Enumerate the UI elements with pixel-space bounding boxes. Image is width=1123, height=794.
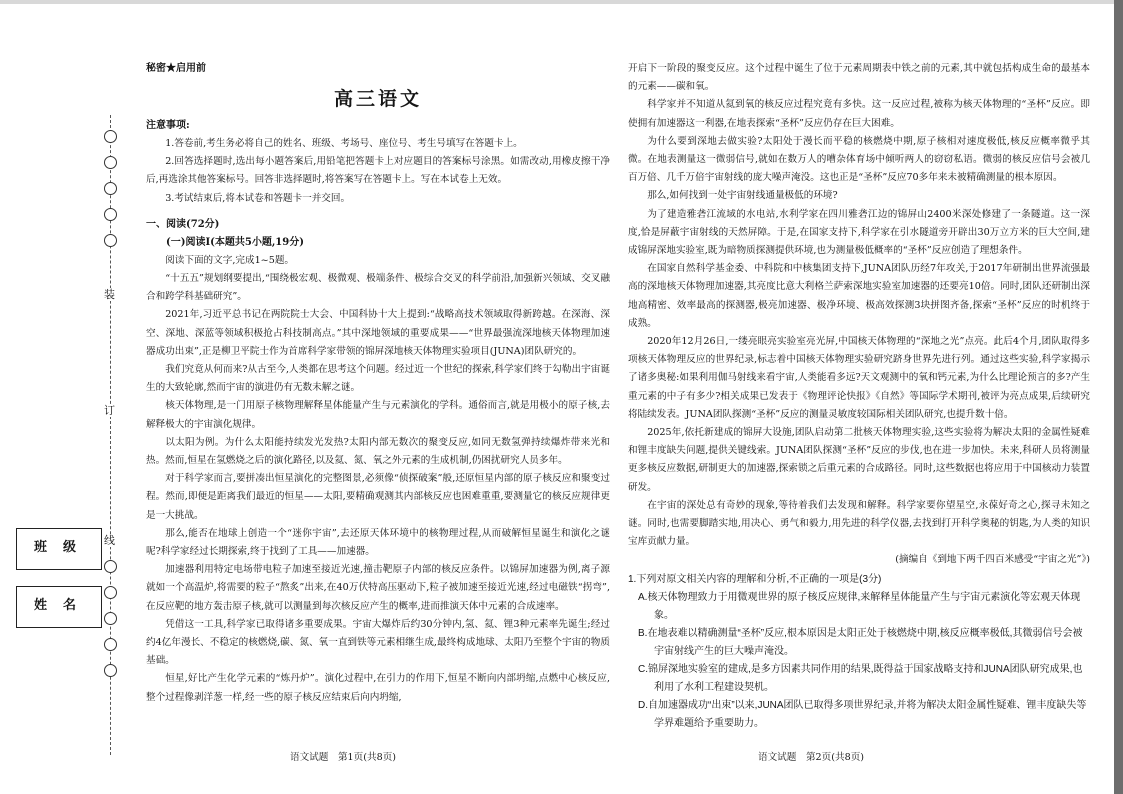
article-paragraph: 以太阳为例。为什么太阳能持续发光发热?太阳内部无数次的聚变反应,如同无数氢弹持续爆炸带来光和热。然而,恒星在氢燃烧之后的演化路径,以及氦、氮、氧之外元素的生成机制,仍困扰研究人员多年。 (146, 436, 610, 467)
article-paragraph: 那么,如何找到一处宇宙射线通量极低的环境? (647, 190, 838, 202)
question-option-c: C.锦屏深地实验室的建成,是多方因素共同作用的结果,既得益于国家战略支持和JUNA团队研究成果,也利用了水利工程建设契机。 (638, 664, 1083, 694)
question-option-a: A.核天体物理致力于用微观世界的原子核反应规律,来解释星体能量产生与宇宙元素演化等宏观天体现象。 (638, 592, 1081, 622)
footer-page-left: 语文试题 第1页(共8页) (290, 752, 397, 763)
article-paragraph: 2025年,依托新建成的锦屏大设施,团队启动第二批核天体物理实验,这些实验将为解决太阳的金属性疑难和锂丰度缺失问题,提供关键线索。JUNA团队探测“圣杯”反应的步伐,也在进一步加快。未来,科研人员将测量更多核反应数据,研制更大的加速器,探索锁之后重元素的合成路径。同时,这些数据也将应用于中国核动力装置研发。 (628, 427, 1090, 493)
scan-top-edge (0, 0, 1123, 4)
binding-hole (104, 208, 117, 221)
notice-item: 3.考试结束后,将本试卷和答题卡一并交回。 (165, 192, 351, 204)
article-paragraph: 我们究竟从何而来?从古至今,人类都在思考这个问题。经过近一个世纪的探索,科学家们终于勾勒出宇宙诞生的大致轮廓,然而宇宙的演进仍有无数未解之谜。 (146, 364, 610, 394)
article-paragraph: 核天体物理,是一门用原子核物理解释星体能量产生与元素演化的学科。通俗而言,就是用极小的原子核,去解释极大的宇宙演化规律。 (146, 400, 610, 430)
article-paragraph: “十五五”规划纲要提出,“围绕极宏观、极微观、极端条件、极综合交叉的科学前沿,加强新兴领域、交叉融合和跨学科基础研究”。 (146, 273, 610, 303)
article-paragraph: 科学家并不知道从氦到氧的核反应过程究竟有多快。这一反应过程,被称为核天体物理的“圣杯”反应。即使拥有加速器这一利器,在地表探索“圣杯”反应仍存在巨大困难。 (628, 99, 1090, 129)
subsection-heading: (一)阅读Ⅰ(本题共5小题,19分) (166, 236, 304, 248)
article-paragraph: 2020年12月26日,一缕亮眼亮实验室亮光屏,中国核天体物理的“深地之光”点亮。此后4个月,团队取得多项核天体物理反应的世界纪录,标志着中国核天体物理实验研究跻身世界先进行列。通过这些实验,科学家揭示了诸多奥秘:如果利用伽马射线来看宇宙,人类能看多远?天文观测中的氧和钙元素,为什么比理论预言的多?产生重元素的中子有多少?相关成果已发表于《物理评论快报》《自然》等国际学术期刊,被评为亮点成果,后续研究将陆续发表。JUNA团队探测“圣杯”反应的测量灵敏度较国际相关团队研究,也提升数十倍。 (628, 336, 1090, 420)
class-field-label: 班级 (34, 540, 93, 555)
article-paragraph: 开启下一阶段的聚变反应。这个过程中诞生了位于元素周期表中铁之前的元素,其中就包括构成生命的最基本的元素——碳和氧。 (628, 63, 1090, 93)
name-field-label: 姓名 (34, 598, 93, 613)
binding-char-zhuang: 装 (104, 288, 115, 301)
right-column (628, 60, 1090, 733)
binding-hole (104, 130, 117, 143)
left-column (146, 62, 610, 707)
secret-label: 秘密★启用前 (146, 63, 206, 74)
article-source: (摘编自《到地下两千四百米感受“宇宙之光”》) (895, 554, 1090, 566)
article-paragraph: 在宇宙的深处总有奇妙的现象,等待着我们去发现和解释。科学家要你望星空,永葆好奇之心,探寻未知之谜。同时,也需要脚踏实地,用决心、勇气和毅力,用先进的科学仪器,去找到打开科学奥秘的钥匙,为人类的知识宝库贡献力量。 (628, 499, 1090, 548)
notice-heading: 注意事项: (146, 120, 190, 131)
binding-hole (104, 586, 117, 599)
article-paragraph: 加速器利用特定电场带电粒子加速至接近光速,撞击靶原子内部的核反应条件。以锦屏加速器为例,离子源就如一个高温炉,将需要的粒子“熬炙”出来,在40万伏特高压驱动下,粒子被加速至接近光速,经过电磁铁“拐弯”,在反应靶的地方轰击原子核,就可以测量到每次核反应产生的概率,进而推演天体中元素的合成速率。 (146, 564, 610, 612)
page-title: 高三语文 (333, 88, 422, 110)
footer-page-right: 语文试题 第2页(共8页) (758, 752, 865, 763)
article-paragraph: 为什么要到深地去做实验?太阳处于漫长而平稳的核燃烧中期,原子核相对速度极低,核反应概率微乎其微。在地表测量这一微弱信号,就如在数万人的嘈杂体育场中倾听两人的窃窃私语。微弱的核反应信号会被几百万倍、几千万倍宇宙射线的庞大噪声淹没。这也正是“圣杯”反应70多年来未被精确测量的根本原因。 (628, 135, 1090, 184)
article-paragraph: 对于科学家而言,要拼凑出恒星演化的完整图景,必须像“侦探破案”般,还原恒星内部的原子核反应和聚变过程。然而,即便是距离我们最近的恒星——太阳,要精确观测其内部核反应也困难重重,要测量它的核反应规律更是一大挑战。 (146, 473, 610, 521)
binding-char-ding: 订 (104, 404, 115, 417)
question-stem: 1.下列对原文相关内容的理解和分析,不正确的一项是(3分) (628, 574, 882, 586)
notice-item: 1.答卷前,考生务必将自己的姓名、班级、考场号、座位号、考生号填写在答题卡上。 (165, 138, 523, 149)
binding-char-xian: 线 (104, 534, 115, 547)
article-paragraph: 在国家自然科学基金委、中科院和中核集团支持下,JUNA团队历经7年攻关,于2017年研制出世界流强最高的深地核天体物理加速器,其亮度比意大利格兰萨索深地实验室加速器的还要亮10倍。同时,团队还研制出深地高精密、效率最高的探测器,极亮加速器、极净环境、极高效探测3块拼图齐备,探索“圣杯”反应的时机终于成熟。 (628, 263, 1090, 329)
article-paragraph: 凭借这一工具,科学家已取得诸多重要成果。宇宙大爆炸后约30分钟内,氢、氦、锂3种元素率先诞生;经过约4亿年漫长、不稳定的核燃烧,碳、氮、氧一直到铁等元素相继生成,最终构成地球、太阳乃至整个宇宙的物质基础。 (146, 618, 610, 667)
article-paragraph: 为了建造雅砻江流域的水电站,水利学家在四川雅砻江边的锦屏山2400米深处修建了一条隧道。这一深度,恰是屏蔽宇宙射线的天然屏障。于是,在国家支持下,科学家在引水隧道旁开辟出30万立方米的巨大空间,建成锦屏深地实验室,既为暗物质探测提供环境,也为测量极低概率的“圣杯”反应创造了理想条件。 (628, 208, 1090, 257)
question-option-d: D.自加速器成功“出束”以来,JUNA团队已取得多项世界纪录,并将为解决太阳金属性疑难、锂丰度缺失等学界难题给予重要助力。 (638, 700, 1087, 730)
binding-hole (104, 156, 117, 169)
scan-right-edge (1114, 0, 1123, 794)
article-paragraph: 恒星,好比产生化学元素的“炼丹炉”。演化过程中,在引力的作用下,恒星不断向内部坍缩,点燃中心核反应,整个过程像剥洋葱一样,经一些的原子核反应结束后向内坍缩, (146, 673, 610, 703)
article-paragraph: 2021年,习近平总书记在两院院士大会、中国科协十大上提到:“战略高技术领域取得新跨越。在深海、深空、深地、深蓝等领域积极抢占科技制高点。”其中深地领域的重要成果——“世界最强流深地核天体物理加速器成功出束”,正是柳卫平院士作为首席科学家带领的锦屏深地核天体物理实验项目(JUNA)团队研究的。 (146, 309, 610, 357)
binding-hole (104, 182, 117, 195)
binding-hole (104, 612, 117, 625)
question-option-b: B.在地表难以精确测量“圣杯”反应,根本原因是太阳正处于核燃烧中期,核反应概率极低,其微弱信号会被宇宙射线产生的巨大噪声淹没。 (638, 628, 1083, 658)
binding-hole (104, 664, 117, 677)
article-paragraph: 那么,能否在地球上创造一个“迷你宇宙”,去还原天体环境中的核物理过程,从而破解恒星诞生和演化之谜呢?科学家经过长期探索,终于找到了工具——加速器。 (146, 527, 610, 558)
instruction: 阅读下面的文字,完成1~5题。 (165, 254, 295, 266)
binding-hole (104, 560, 117, 573)
section-heading: 一、阅读(72分) (146, 218, 220, 230)
binding-hole (104, 638, 117, 651)
binding-hole (104, 234, 117, 247)
notice-item: 2.回答选择题时,选出每小题答案后,用铅笔把答题卡上对应题目的答案标号涂黑。如需改动,用橡皮擦干净后,再选涂其他答案标号。回答非选择题时,将答案写在答题卡上。写在本试卷上无效。 (146, 156, 610, 186)
